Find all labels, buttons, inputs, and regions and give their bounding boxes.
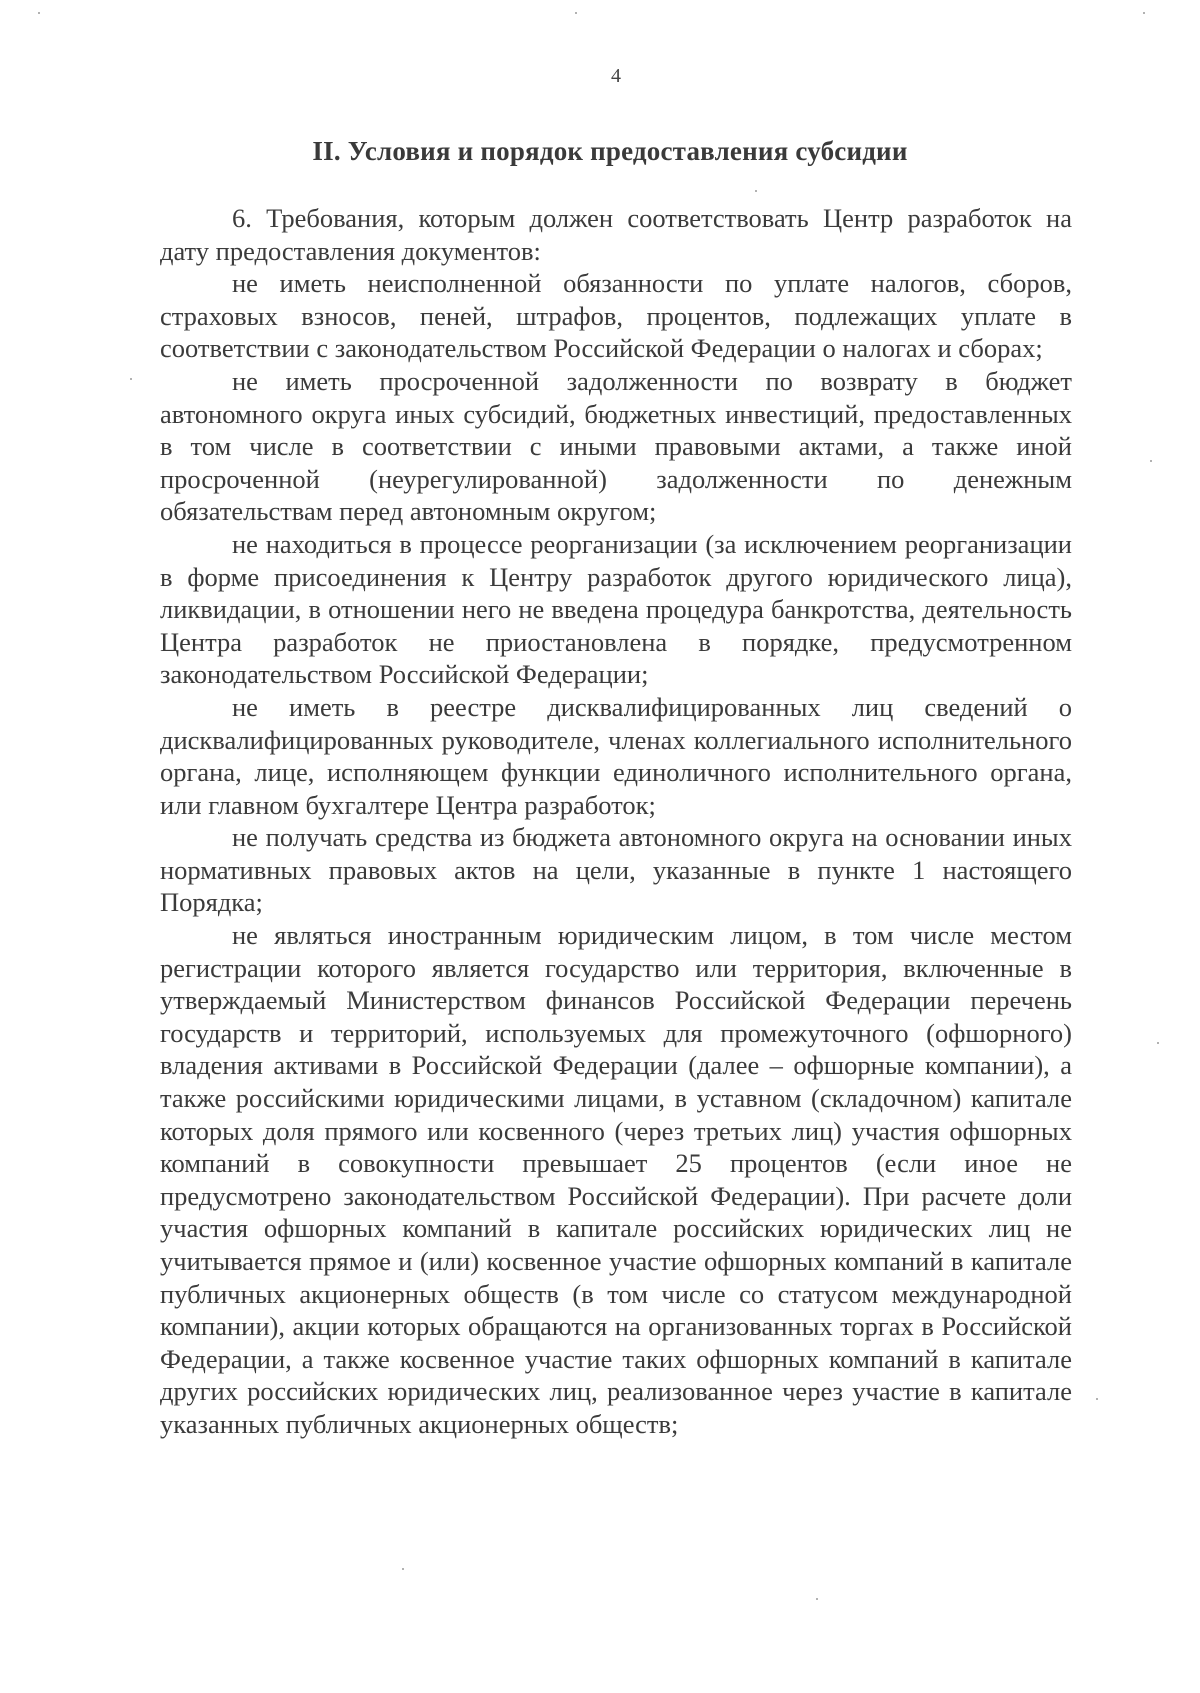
scan-speck — [755, 190, 757, 192]
paragraph-offshore: не являться иностранным юридическим лицом, в том числе местом регистрации которого является государство или территория, включенные в утверждаемый Министерством финансов Российской Федерации перечень государств и территорий, используемых для промежуточного (офшорного) владения активами в Российской Федерации (далее – офшорные компании), а также российскими юридическими лицами, в уставном (складочном) капитале которых доля прямого или косвенного (через третьих лиц) участия офшорных компаний в совокупности превышает 25 процентов (если иное не предусмотрено законодательством Российской Федерации). При расчете доли участия офшорных компаний в капитале российских юридических лиц не учитывается прямое и (или) косвенное участие офшорных компаний в капитале публичных акционерных обществ (в том числе со статусом международной компании), акции которых обращаются на организованных торгах в Российской Федерации, а также косвенное участие таких офшорных компаний в капитале других российских юридических лиц, реализованное через участие в капитале указанных публичных акционерных обществ; — [160, 920, 1072, 1439]
paragraph-item-6-intro: 6. Требования, которым должен соответствовать Центр разработок на дату предоставления документов: — [160, 203, 1072, 266]
section-title: II. Условия и порядок предоставления субсидии — [312, 136, 908, 166]
scan-speck — [1143, 12, 1145, 14]
scan-speck — [402, 1568, 404, 1570]
paragraph-budget-debt: не иметь просроченной задолженности по возврату в бюджет автономного округа иных субсидий, бюджетных инвестиций, предоставленных в том числе в соответствии с иными правовыми актами, а также иной просроченной (неурегулированной) задолженности по денежным обязательствам перед автономным округом; — [160, 365, 1072, 527]
document-body — [160, 202, 1072, 1441]
scan-speck — [575, 12, 577, 14]
scan-speck — [1096, 1398, 1098, 1400]
scan-speck — [1157, 1042, 1159, 1044]
paragraph-disqualified-persons: не иметь в реестре дисквалифицированных лиц сведений о дисквалифицированных руководителе, членах коллегиального исполнительного органа, лице, исполняющем функции единоличного исполнительного органа, или главном бухгалтере Центра разработок; — [160, 691, 1072, 820]
paragraph-taxes: не иметь неисполненной обязанности по уплате налогов, сборов, страховых взносов, пеней, штрафов, процентов, подлежащих уплате в соответствии с законодательством Российской Федерации о налогах и сборах; — [160, 268, 1072, 364]
scan-speck — [38, 12, 40, 14]
page-number: 4 — [611, 65, 621, 87]
paragraph-other-funding: не получать средства из бюджета автономного округа на основании иных нормативных правовых актов на цели, указанные в пункте 1 настоящего Порядка; — [160, 822, 1072, 918]
scan-speck — [816, 1598, 818, 1600]
scan-speck — [130, 378, 132, 380]
paragraph-reorganization: не находиться в процессе реорганизации (за исключением реорганизации в форме присоединения к Центру разработок другого юридического лица), ликвидации, в отношении него не введена процедура банкротства, деятельность Центра разработок не приостановлена в порядке, предусмотренном законодательством Российской Федерации; — [160, 528, 1072, 690]
scan-speck — [1150, 460, 1152, 462]
